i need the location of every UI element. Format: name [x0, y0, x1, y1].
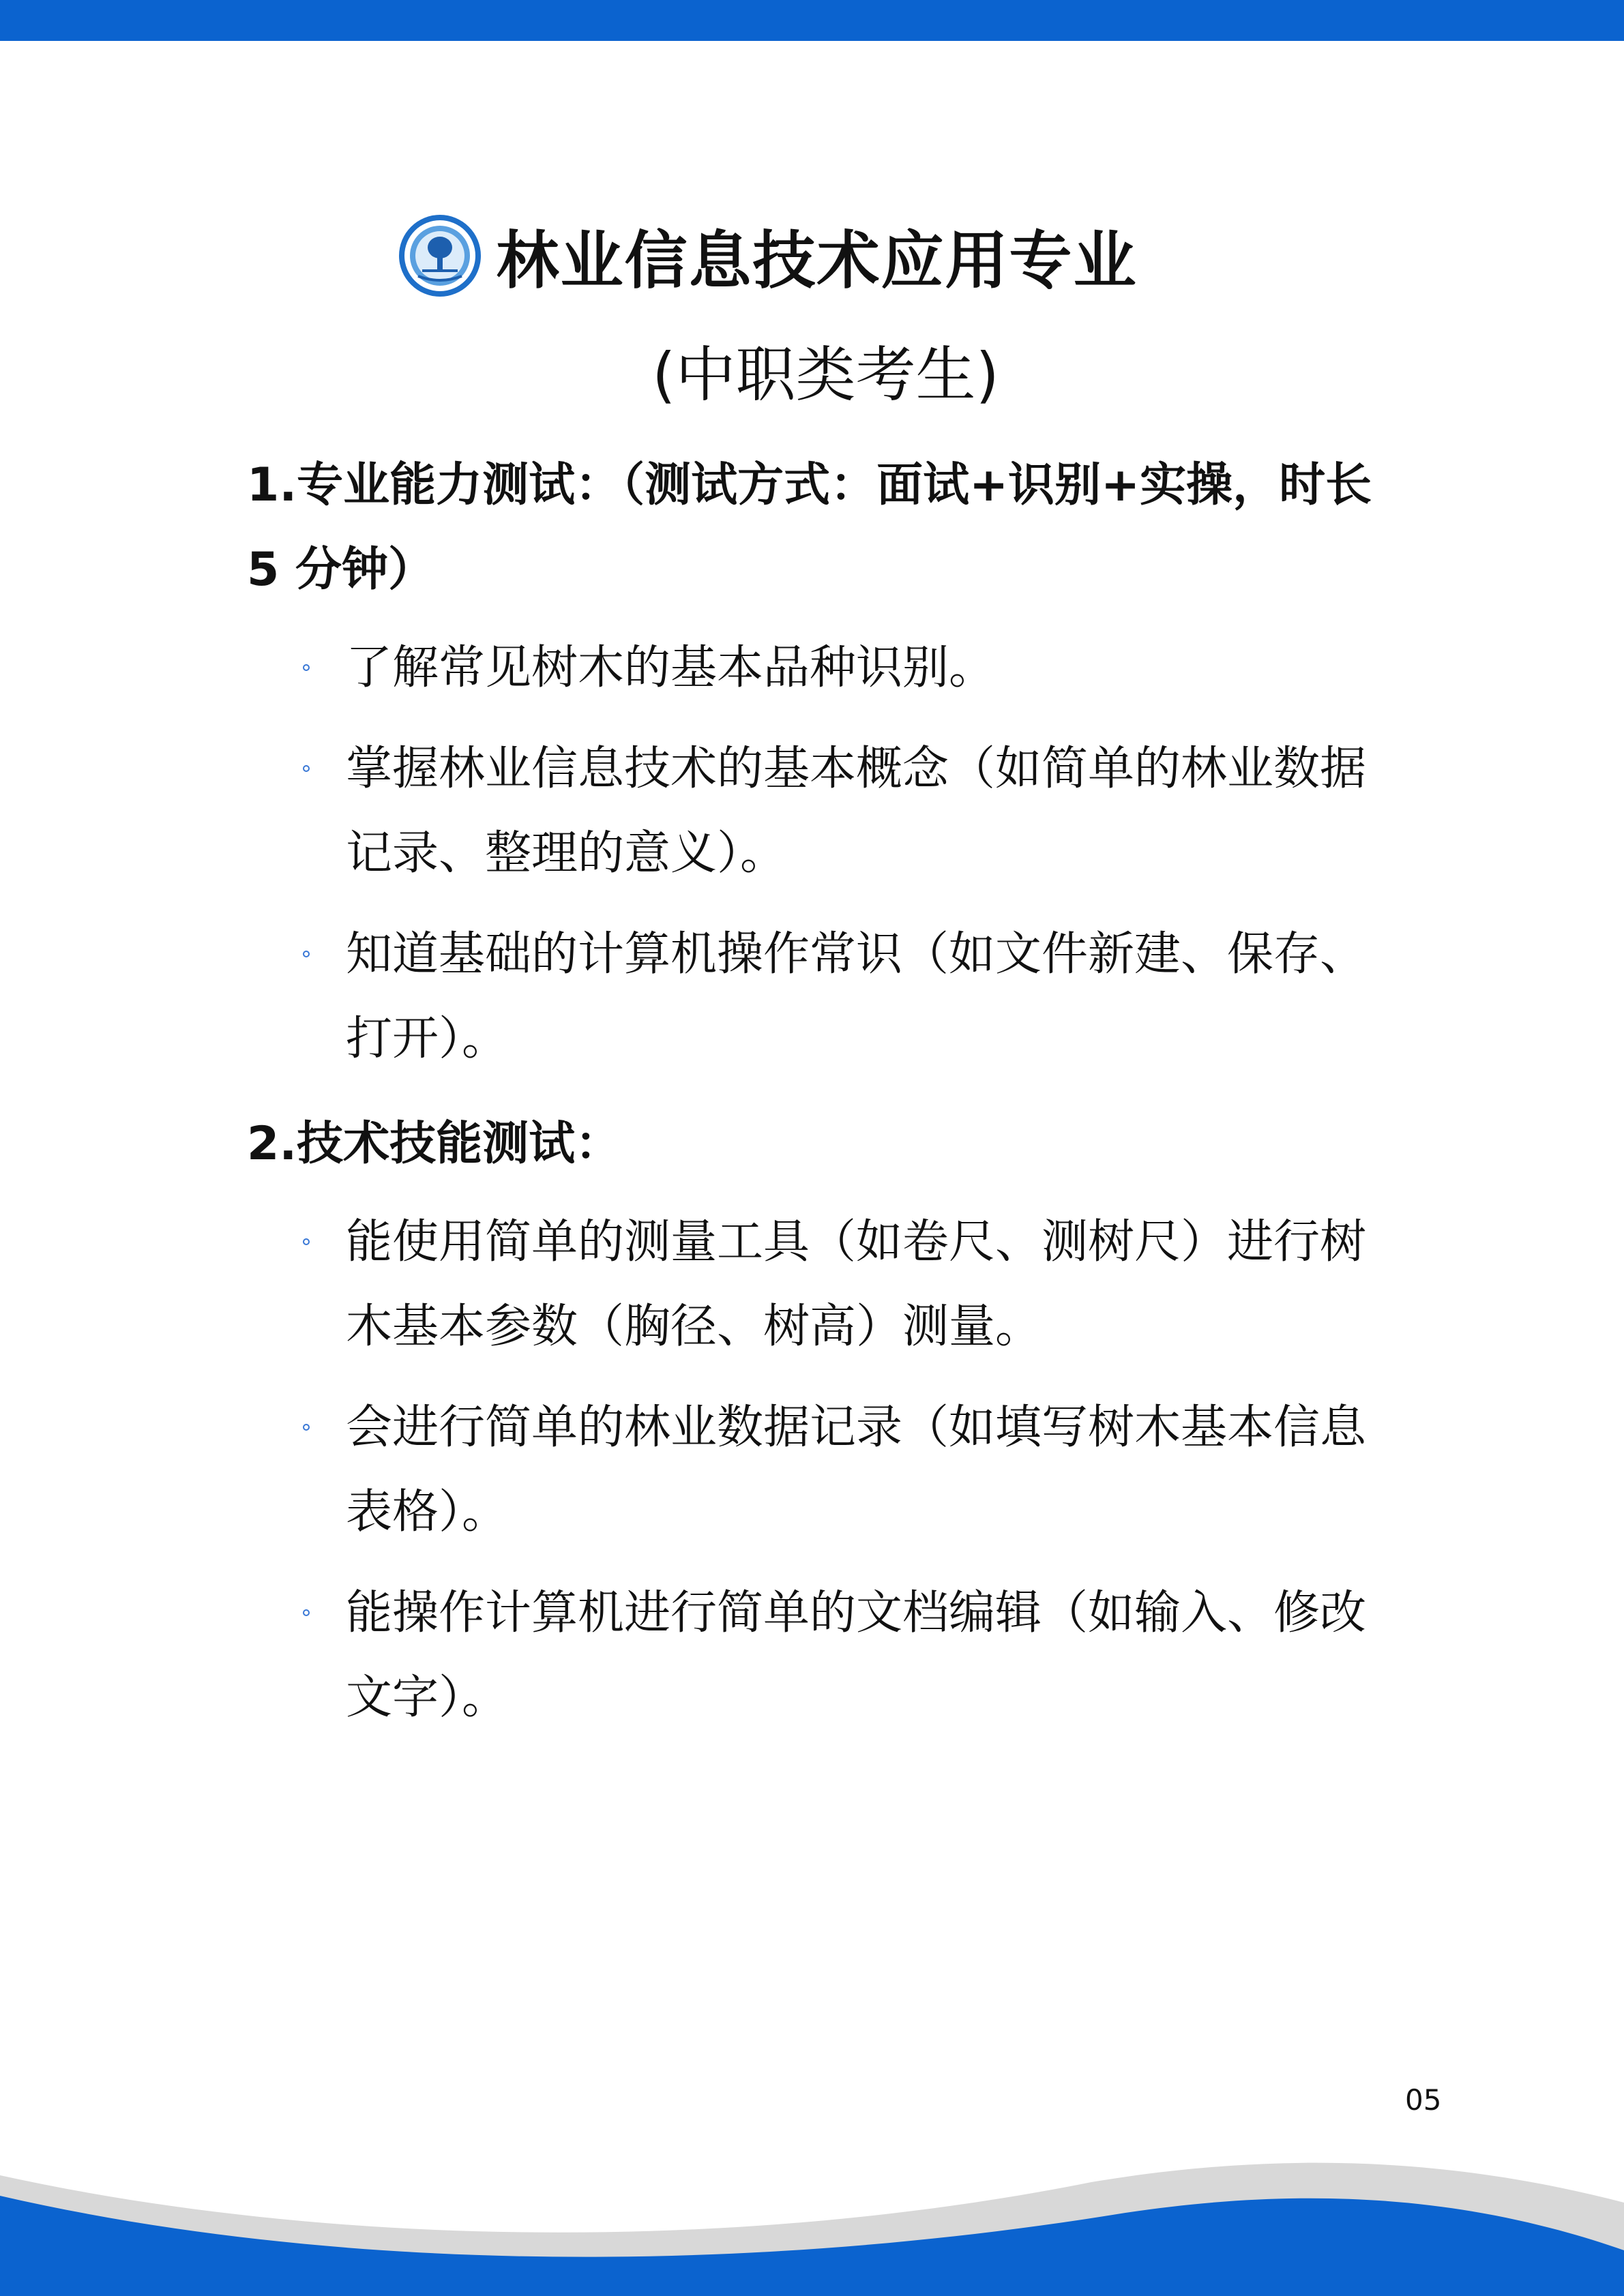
bullet-list	[247, 626, 1379, 1082]
list-item-text: 会进行简单的林业数据记录（如填写树木基本信息表格）。	[346, 1401, 1367, 1539]
bullet-circle-icon	[303, 1238, 310, 1245]
list-item	[247, 1571, 1379, 1740]
section-skill-test	[247, 1102, 1379, 1740]
forestry-logo-icon	[398, 213, 482, 298]
bullet-circle-icon	[303, 765, 310, 772]
list-item	[247, 1200, 1379, 1369]
main-content	[247, 443, 1379, 1740]
list-item	[247, 912, 1379, 1082]
title-row	[0, 205, 1624, 307]
footer-wave-decoration	[0, 2148, 1624, 2296]
list-item-text: 知道基础的计算机操作常识（如文件新建、保存、打开）。	[346, 927, 1367, 1066]
bullet-circle-icon	[303, 664, 310, 671]
list-item	[247, 727, 1379, 896]
bullet-list	[247, 1200, 1379, 1740]
section-heading: 2.技术技能测试：	[247, 1117, 622, 1171]
list-item-text: 能操作计算机进行简单的文档编辑（如输入、修改文字）。	[346, 1586, 1367, 1725]
list-item	[247, 1386, 1379, 1555]
section-heading: 1.专业能力测试：（测试方式：面试+识别+实操，时长 5 分钟）	[247, 458, 1372, 597]
bullet-circle-icon	[303, 951, 310, 957]
section-ability-test	[247, 443, 1379, 1082]
bullet-circle-icon	[303, 1424, 310, 1431]
bullet-circle-icon	[303, 1609, 310, 1616]
page-subtitle: (中职类考生)	[652, 340, 999, 410]
list-item-text: 能使用简单的测量工具（如卷尺、测树尺）进行树木基本参数（胸径、树高）测量。	[346, 1215, 1367, 1354]
list-item-text: 掌握林业信息技术的基本概念（如简单的林业数据记录、整理的意义）。	[346, 742, 1367, 880]
list-item-text: 了解常见树木的基本品种识别。	[346, 641, 996, 695]
page-title: 林业信息技术应用专业	[496, 224, 1138, 297]
top-accent-bar	[0, 0, 1624, 41]
page-number: 05	[1405, 2083, 1442, 2117]
list-item	[247, 626, 1379, 711]
